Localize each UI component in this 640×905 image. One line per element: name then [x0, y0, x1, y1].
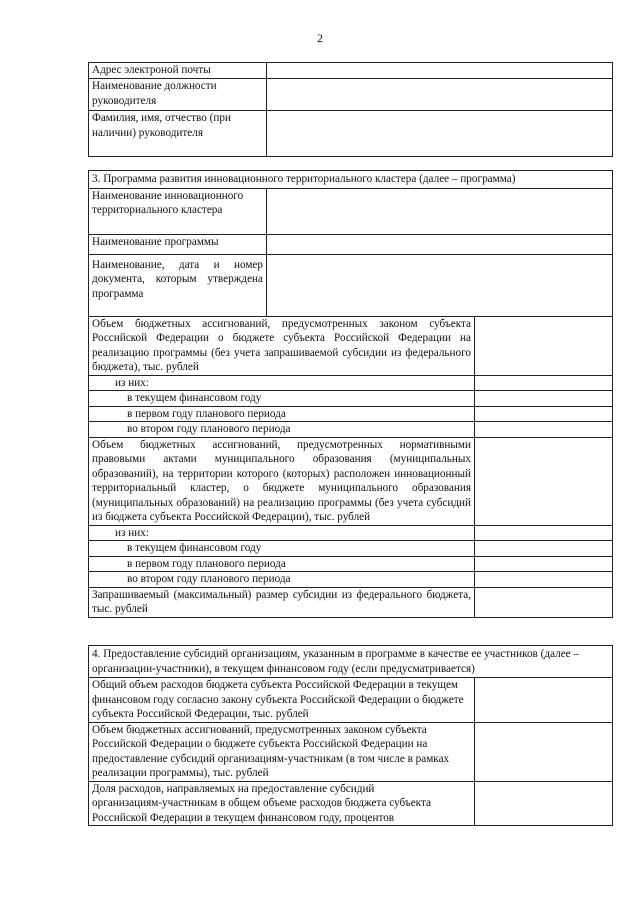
municipal-second-plan-year-label: во втором году планового периода	[89, 572, 475, 588]
of-which-label: из них:	[89, 525, 475, 541]
total-expenses-value-cell[interactable]	[475, 678, 613, 723]
table-row	[89, 391, 613, 407]
program-table	[88, 170, 613, 618]
subsidies-table	[88, 645, 613, 826]
municipal-budget-value-cell[interactable]	[475, 437, 613, 525]
regional-budget-value-cell[interactable]	[475, 316, 613, 375]
table-row	[89, 437, 613, 525]
table-row	[89, 678, 613, 723]
municipal-first-plan-year-label: в первом году планового периода	[89, 556, 475, 572]
table-row	[89, 406, 613, 422]
regional-current-year-label: в текущем финансовом году	[89, 391, 475, 407]
municipal-current-year-value-cell[interactable]	[475, 541, 613, 557]
municipal-budget-label: Объем бюджетных ассигнований, предусмотренных нормативными правовыми актами муниципального образования (муниципальных образований), на территории которого (которых) расположен инновационный территориальный кластер, о бюджете муниципального образования (муниципальных образований) на реализацию программы (без учета субсидий из бюджета субъекта Российской Федерации), тыс. рублей	[89, 437, 475, 525]
regional-first-plan-year-value-cell[interactable]	[475, 406, 613, 422]
program-name-label: Наименование программы	[89, 234, 267, 254]
program-section-header: 3. Программа развития инновационного территориального кластера (далее – программа)	[89, 171, 613, 189]
subsidy-allocations-value-cell[interactable]	[475, 722, 613, 781]
head-position-label: Наименование должности руководителя	[89, 79, 267, 111]
subsidy-share-label: Доля расходов, направляемых на предоставление субсидий организациям-участникам в общем объеме расходов бюджета субъекта Российской Федерации в текущем финансовом году, процентов	[89, 781, 475, 826]
table-row	[89, 79, 613, 111]
section-header-row	[89, 646, 613, 678]
of-which-label: из них:	[89, 375, 475, 391]
subsidy-allocations-label: Объем бюджетных ассигнований, предусмотренных законом субъекта Российской Федерации о бюджете субъекта Российской Федерации на предоставление субсидий организациям-участникам (в том числе в рамках реализации программы), тыс. рублей	[89, 722, 475, 781]
program-name-value-cell[interactable]	[267, 234, 613, 254]
table-row	[89, 525, 613, 541]
head-name-label: Фамилия, имя, отчество (при наличии) руководителя	[89, 111, 267, 157]
head-position-value-cell[interactable]	[267, 79, 613, 111]
of-which-value-cell[interactable]	[475, 525, 613, 541]
cluster-name-label: Наименование инновационного территориального кластера	[89, 188, 267, 234]
page-number: 2	[317, 31, 323, 45]
requested-subsidy-value-cell[interactable]	[475, 587, 613, 617]
subsidy-share-value-cell[interactable]	[475, 781, 613, 826]
table-row	[89, 254, 613, 316]
table-row	[89, 111, 613, 157]
regional-second-plan-year-value-cell[interactable]	[475, 422, 613, 438]
approval-doc-label: Наименование, дата и номер документа, которым утверждена программа	[89, 254, 267, 316]
table-row	[89, 375, 613, 391]
head-name-value-cell[interactable]	[267, 111, 613, 157]
email-label: Адрес электроной почты	[89, 63, 267, 79]
regional-first-plan-year-label: в первом году планового периода	[89, 406, 475, 422]
cluster-name-value-cell[interactable]	[267, 188, 613, 234]
approval-doc-value-cell[interactable]	[267, 254, 613, 316]
table-row	[89, 422, 613, 438]
table-row	[89, 316, 613, 375]
email-value-cell[interactable]	[267, 63, 613, 79]
regional-current-year-value-cell[interactable]	[475, 391, 613, 407]
table-row	[89, 722, 613, 781]
regional-budget-label: Объем бюджетных ассигнований, предусмотренных законом субъекта Российской Федерации о бюджете субъекта Российской Федерации на реализацию программы (без учета запрашиваемой субсидии из федерального бюджета), тыс. рублей	[89, 316, 475, 375]
subsidies-section-header: 4. Предоставление субсидий организациям, указанным в программе в качестве ее участников (далее – организации-участники), в текущем финансовом году (если предусматривается)	[89, 646, 613, 678]
table-row	[89, 541, 613, 557]
table-row	[89, 63, 613, 79]
table-row	[89, 556, 613, 572]
regional-second-plan-year-label: во втором году планового периода	[89, 422, 475, 438]
municipal-current-year-label: в текущем финансовом году	[89, 541, 475, 557]
table-row	[89, 188, 613, 234]
contact-table	[88, 62, 613, 157]
total-expenses-label: Общий объем расходов бюджета субъекта Российской Федерации в текущем финансовом году согласно закону субъекта Российской Федерации о бюджете субъекта Российской Федерации, тыс. рублей	[89, 678, 475, 723]
municipal-second-plan-year-value-cell[interactable]	[475, 572, 613, 588]
municipal-first-plan-year-value-cell[interactable]	[475, 556, 613, 572]
requested-subsidy-label: Запрашиваемый (максимальный) размер субсидии из федерального бюджета, тыс. рублей	[89, 587, 475, 617]
table-row	[89, 587, 613, 617]
section-header-row	[89, 171, 613, 189]
of-which-value-cell[interactable]	[475, 375, 613, 391]
table-row	[89, 234, 613, 254]
table-row	[89, 572, 613, 588]
table-row	[89, 781, 613, 826]
